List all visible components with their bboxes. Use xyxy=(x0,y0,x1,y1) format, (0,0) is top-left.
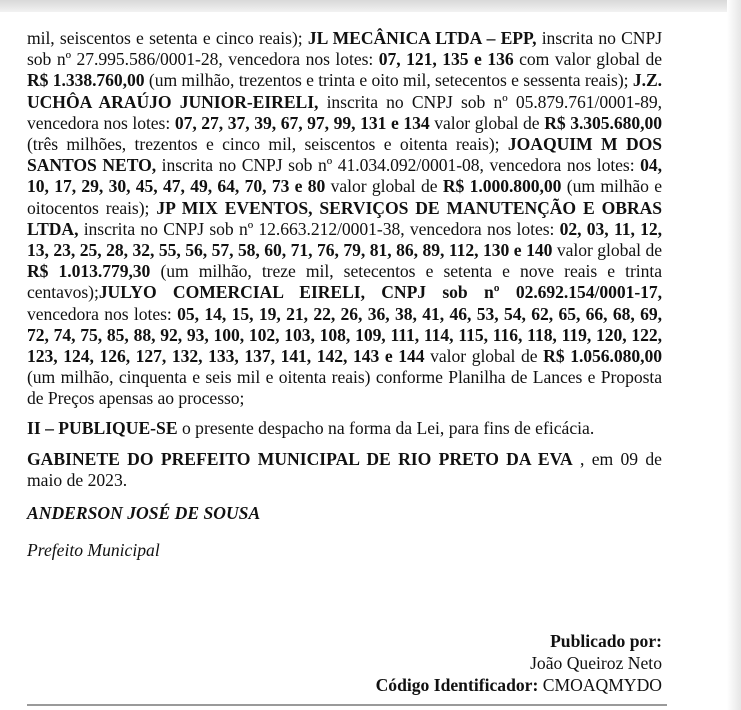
text-segment: valor global de xyxy=(430,346,538,367)
text-segment: (um milhão, cinquenta e seis mil e oitenta reais) conforme Planilha de Lances e Proposta de Preços apensas ao processo; xyxy=(27,367,662,409)
company-name: JP MIX EVENTOS, SERVIÇOS DE MANUTENÇÃO E OBRAS LTDA, xyxy=(27,197,662,239)
gabinete-paragraph xyxy=(27,449,662,491)
lot-numbers: 02, 03, 11, 12, 13, 23, 25, 28, 32, 55, 56, 57, 58, 60, 71, 76, 79, 81, 86, 89, 112, 130 e 140 xyxy=(27,218,662,261)
text-segment: inscrita no CNPJ sob nº 12.663.212/0001-38, vencedora nos lotes: xyxy=(83,218,555,239)
gabinete-date: , em 09 de maio de 2023. xyxy=(27,448,662,491)
text-segment: com valor global de xyxy=(519,49,662,70)
text-segment: valor global de xyxy=(434,112,540,133)
publique-label: II – PUBLIQUE-SE xyxy=(27,417,178,438)
publication-block xyxy=(300,630,662,696)
global-value: R$ 1.056.080,00 xyxy=(543,346,662,367)
published-by-label: Publicado por: xyxy=(550,631,662,651)
text-segment: (um milhão e oitocentos reais); xyxy=(27,176,662,218)
text-segment: (um milhão, treze mil, setecentos e setenta e nove reais e trinta centavos); xyxy=(27,261,662,303)
signature-role: Prefeito Municipal xyxy=(27,540,160,561)
identifier-code: CMOAQMYDO xyxy=(542,675,662,695)
text-segment: inscrita no CNPJ sob nº 41.034.092/0001-08, vencedora nos lotes: xyxy=(161,155,635,176)
lot-numbers: 04, 10, 17, 29, 30, 45, 47, 49, 64, 70, 73 e 80 xyxy=(27,155,663,197)
company-name: JULYO COMERCIAL EIRELI, CNPJ sob nº 02.692.154/0001-17, xyxy=(98,282,662,303)
publique-paragraph xyxy=(27,418,662,439)
gabinete-label: GABINETE DO PREFEITO MUNICIPAL DE RIO PRETO DA EVA xyxy=(27,448,573,469)
signature-name: ANDERSON JOSÉ DE SOUSA xyxy=(27,503,261,524)
global-value: R$ 1.000.800,00 xyxy=(442,176,562,197)
viewer-top-edge xyxy=(0,0,741,12)
lot-numbers: 07, 121, 135 e 136 xyxy=(378,49,514,70)
global-value: R$ 1.013.779,30 xyxy=(27,261,151,282)
bottom-divider xyxy=(27,704,667,706)
text-segment: inscrita no CNPJ sob nº 27.995.586/0001-28, vencedora nos lotes: xyxy=(27,28,662,70)
text-segment: vencedora nos lotes: xyxy=(27,303,172,324)
publique-text: o presente despacho na forma da Lei, para fins de eficácia. xyxy=(181,417,595,438)
lot-numbers: 07, 27, 37, 39, 67, 97, 99, 131 e 134 xyxy=(174,112,430,133)
identifier-line xyxy=(300,674,662,696)
text-segment: valor global de xyxy=(556,240,662,261)
text-segment: mil, seiscentos e setenta e cinco reais); xyxy=(27,28,303,48)
text-segment: (três milhões, trezentos e cinco mil, seiscentos e oitenta reais); xyxy=(27,134,500,155)
company-name: J.Z. UCHÔA ARAÚJO JUNIOR-EIRELI, xyxy=(27,70,662,112)
global-value: R$ 3.305.680,00 xyxy=(544,112,662,133)
identifier-label: Código Identificador: xyxy=(375,675,539,695)
company-name: JOAQUIM M DOS SANTOS NETO, xyxy=(27,134,662,176)
lot-numbers: 05, 14, 15, 19, 21, 22, 26, 36, 38, 41, 46, 53, 54, 62, 65, 66, 68, 69, 72, 74, 75, 85, 88, 92, 93, 100, 102, 103, 108, 109, 111, 114, 115, 116, 118, 119, 120, 122, 123, 124, 126, 127, 132, 133, 137, 141, 142, 143 e 144 xyxy=(27,303,662,367)
global-value: R$ 1.338.760,00 xyxy=(27,70,145,91)
text-segment: valor global de xyxy=(330,176,438,197)
publisher-name: João Queiroz Neto xyxy=(530,653,662,673)
viewer-right-edge xyxy=(727,0,741,710)
company-name: JL MECÂNICA LTDA – EPP, xyxy=(307,28,537,48)
text-segment: (um milhão, trezentos e trinta e oito mil, setecentos e sessenta reais); xyxy=(148,70,629,91)
text-segment: inscrita no CNPJ sob nº 05.879.761/0001-89, vencedora nos lotes: xyxy=(27,91,662,133)
document-page xyxy=(27,28,662,561)
adjudication-paragraph xyxy=(27,28,662,410)
